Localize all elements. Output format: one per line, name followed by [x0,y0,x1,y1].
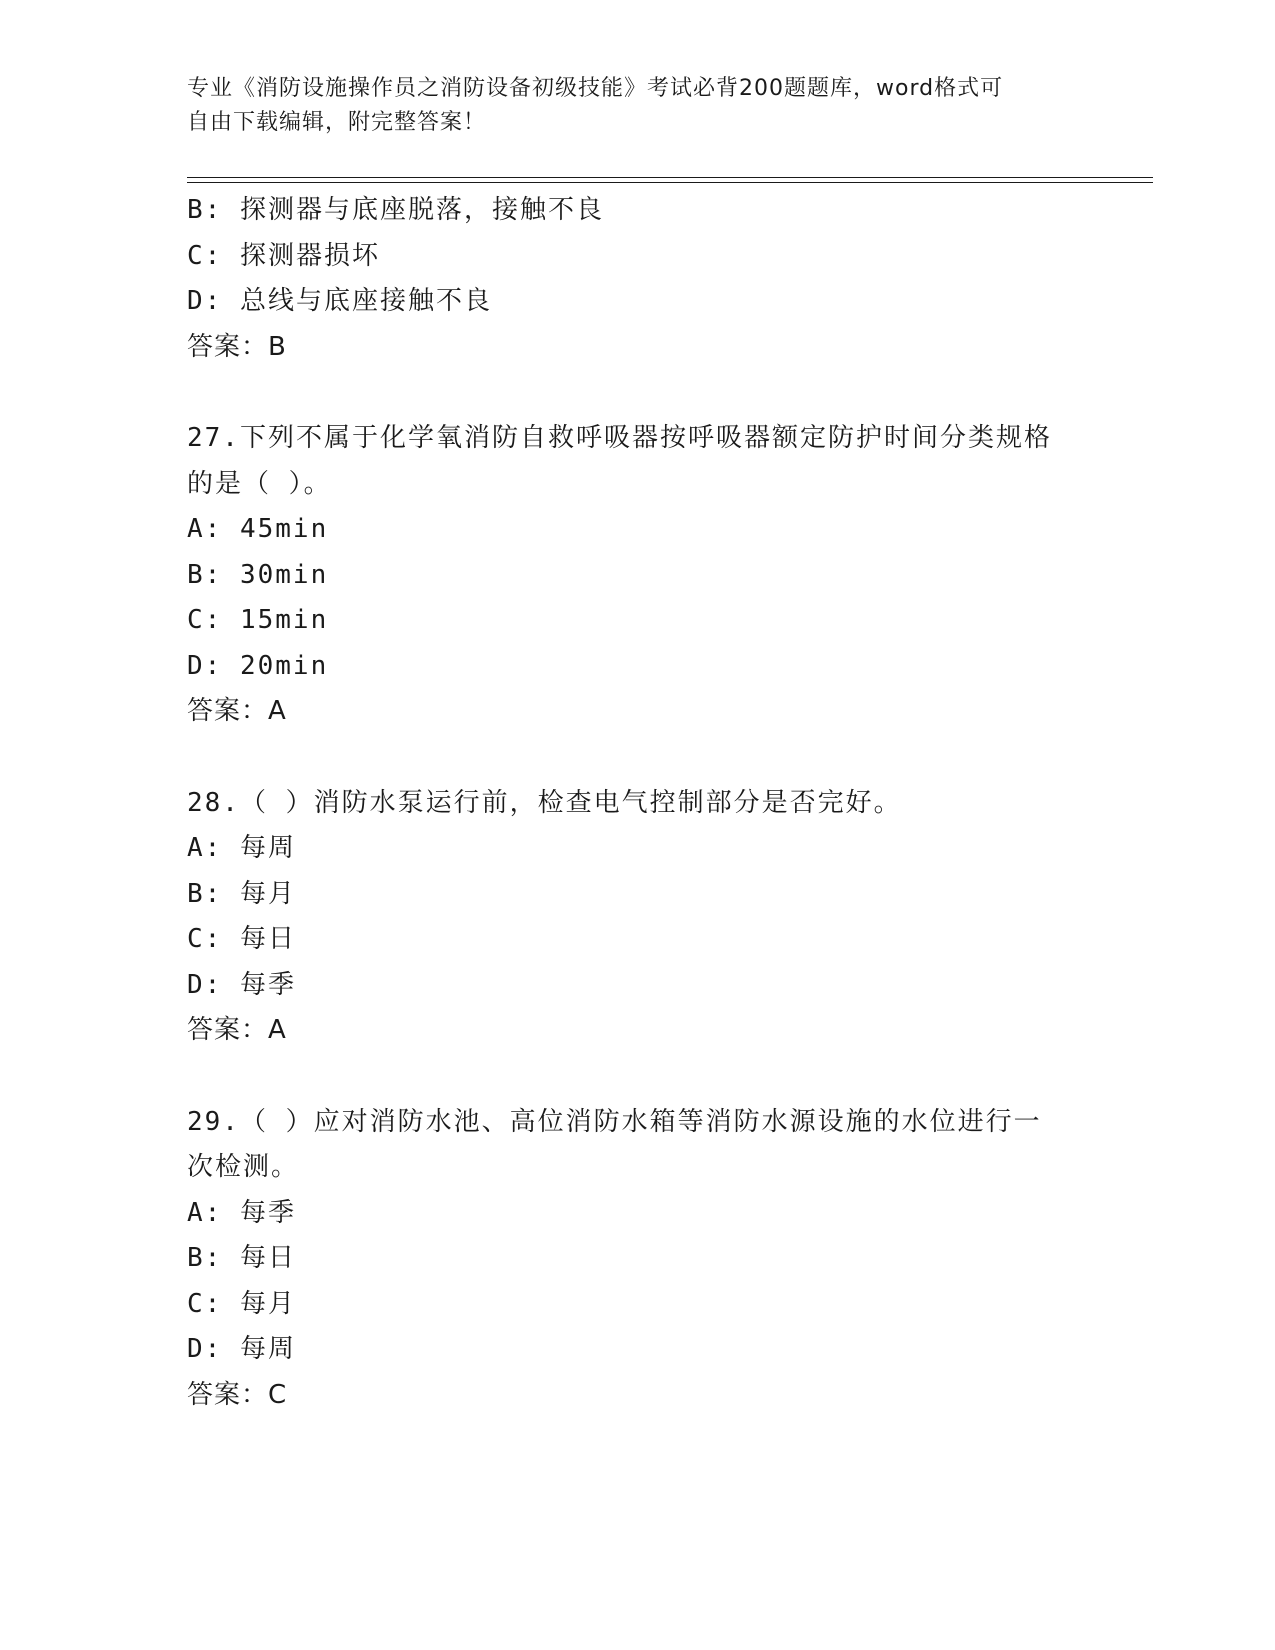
question-text-line-2: 的是（ ）。 [187,468,332,499]
answer-line: 答案：A [187,1015,287,1045]
option-c: C: 每日 [187,924,296,954]
header-divider-bottom [187,182,1153,183]
question-text-line-1: 28.（ ）消防水泵运行前，检查电气控制部分是否完好。 [187,787,902,818]
option-b: B: 探测器与底座脱落，接触不良 [187,195,604,225]
option-d: D: 20min [187,650,329,681]
option-d: D: 每周 [187,1334,296,1364]
question-28 [187,781,1087,1054]
option-b: B: 30min [187,559,329,590]
option-c: C: 每月 [187,1288,296,1319]
question-text-line-1: 29.（ ）应对消防水池、高位消防水箱等消防水源设施的水位进行一 [187,1106,1042,1137]
option-b: B: 每日 [187,1243,296,1273]
header-divider-top [187,177,1153,178]
option-c: C: 探测器损坏 [187,240,380,271]
spacer [187,370,1087,416]
header-line-2: 自由下载编辑，附完整答案！ [187,110,487,135]
question-text-line-2: 次检测。 [187,1152,300,1182]
option-b: B: 每月 [187,878,296,909]
answer-line: 答案：A [187,696,287,726]
spacer [187,1054,1087,1100]
question-list [187,188,1087,1418]
question-27 [187,416,1087,735]
question-26-tail [187,188,1087,370]
option-a: A: 每季 [187,1197,296,1228]
question-29 [187,1100,1087,1419]
option-d: D: 每季 [187,969,296,1000]
option-a: A: 45min [187,514,329,544]
header-line-1: 专业《消防设施操作员之消防设备初级技能》考试必背200题题库，word格式可 [187,76,1004,101]
option-d: D: 总线与底座接触不良 [187,286,492,316]
answer-line: 答案：B [187,331,287,362]
question-text-line-1: 27.下列不属于化学氧消防自救呼吸器按呼吸器额定防护时间分类规格 [187,423,1052,453]
answer-line: 答案：C [187,1379,288,1410]
document-header [187,72,1067,140]
option-c: C: 15min [187,605,329,635]
option-a: A: 每周 [187,833,296,863]
spacer [187,735,1087,781]
